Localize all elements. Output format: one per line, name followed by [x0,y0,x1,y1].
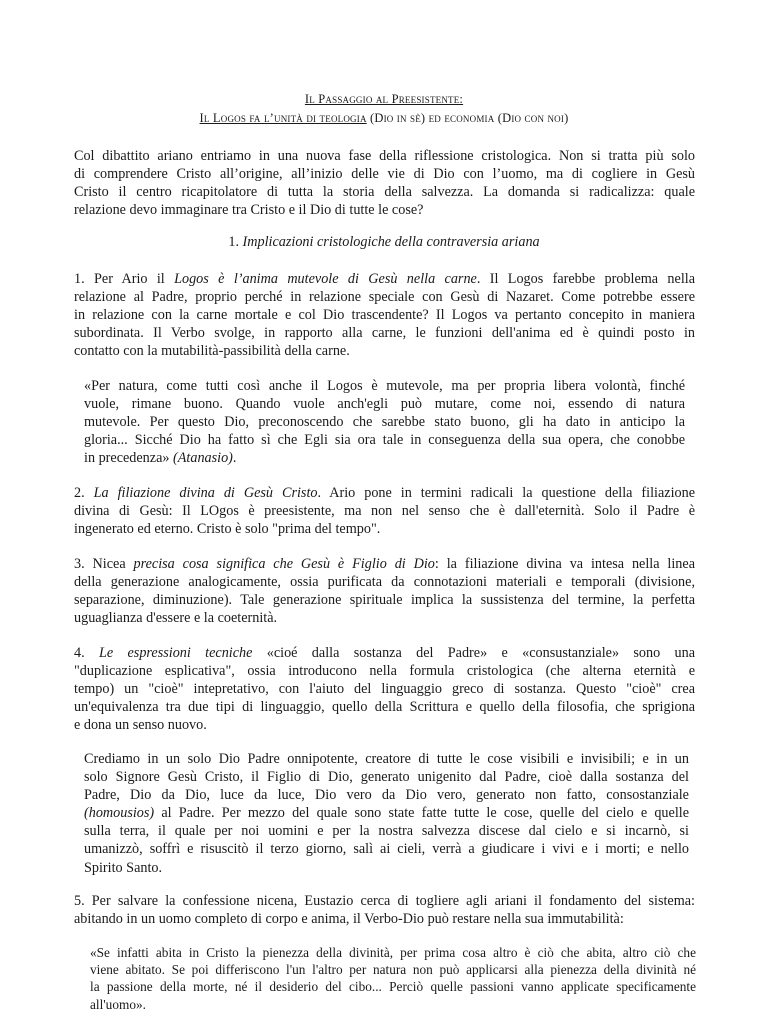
q1-end: . [232,450,237,467]
p1-line: subordinata. Il Verbo svolge, in rapporto alla carne, le funzioni dell'anima ed è quindi posto in [74,325,695,342]
p4-emphasis: Le espressioni tecniche [98,645,253,661]
p1-first-line [74,270,695,288]
p4-number: 4. [74,645,99,661]
p1-line: contatto con la mutabilità-passibilità della carne. [74,343,350,360]
intro-line: Col dibattito ariano entriamo in una nuova fase della riflessione cristologica. Non si tratta più solo [74,148,695,164]
p3-number: 3. Nicea [74,556,134,572]
q2-line: solo Signore Gesù Cristo, il Figlio di Dio, generato unigenito dal Padre, cioè dalla sostanza del [84,769,689,786]
p2-emphasis: La filiazione divina di Gesù Cristo [93,485,318,501]
p4-line: tempo) un "cioè" intepretativo, con l'aiuto del linguaggio greco di sostanza. Questo "cioè" crea [74,681,695,698]
p1-emphasis: Logos è l’anima mutevole di Gesù nella carne [174,271,477,287]
q1-line: in precedenza» [84,450,174,467]
q3-line: la passione della morte, né il desiderio del cibo... Perciò quelle passioni vanno applicate specificamente [90,979,696,995]
q2-line: sulla terra, il quale per noi uomini e per la nostra salvezza discese dal cielo e si incarnò, si [84,823,689,840]
quote-nicene-creed [84,750,689,877]
p3-first-line [74,555,695,573]
subtitle-rest: (Dio in sè) ed economia (Dio con noi) [366,111,569,125]
paragraph-3 [74,555,695,627]
p2-rest: . Ario pone in termini radicali la questione della filiazione [317,485,695,501]
paragraph-1 [74,270,695,360]
p4-line: "duplicazione esplicativa", ossia introducono nella formula cristologica (che alterna eternità e [74,663,695,680]
q3-line: «Se infatti abita in Cristo la pienezza della divinità, per prima cosa altro è ciò che abita, altro ciò che [90,945,696,960]
p3-line: della generazione analogicamente, ossia purificata da connotazioni materiali e temporali (divisione, [74,574,695,591]
p2-line: ingenerato ed eterno. Cristo è solo "prima del tempo". [74,521,381,538]
document-subtitle [0,111,768,126]
p5-line: abitando in un uomo completo di corpo e anima, il Verbo-Dio può restare nella sua immutabilità: [74,911,624,928]
p1-line: in relazione con la carne mortale e col Dio trascendente? Il Logos va pertanto concepito in maniera [74,307,695,324]
quote-eustazio [90,944,696,1013]
q2-rest: al Padre. Per mezzo del quale sono state fatte tutte le cose, quelle del cielo e quelle [154,805,689,822]
q2-line: Padre, Dio da Dio, luce da luce, Dio vero da Dio vero, generato non fatto, consostanziale [84,787,689,804]
paragraph-5 [74,892,695,928]
p4-first-line [74,644,695,662]
q2-line: umanizzò, soffrì e risuscitò il terzo giorno, salì ai cieli, verrà a giudicare i vivi e i morti; e nello [84,841,689,858]
q3-line: viene abitato. Se poi differiscono l'un l'altro per natura non può applicarsi alla pienezza della divinità né [90,962,696,978]
q2-homousios-line [84,804,689,822]
q1-line: gloria... Sicché Dio ha fatto sì che Egli sia ora tale in conseguenza della sua opera, che conobbe [84,432,685,449]
document-title: Il Passaggio al Preesistente: [304,92,464,106]
section-title: Implicazioni cristologiche della contraversia ariana [242,234,540,250]
p2-line: divina di Gesù: Il LOgos è preesistente, ma non nel senso che è dall'eternità. Solo il Padre è [74,503,695,520]
intro-line: Cristo il centro ricapitolatore di tutta la storia della salvezza. La domanda si radicalizza: quale [74,184,695,201]
intro-line: relazione devo immaginare tra Cristo e il Dio di tutte le cose? [74,202,424,219]
q1-last-line [84,449,685,467]
p4-line: un'equivalenza tra due tipi di linguaggio, quello della Scrittura e quello della filosofia, che sprigiona [74,699,695,716]
q3-line: all'uomo». [90,996,146,1012]
intro-line: di comprendere Cristo all’origine, all’inizio delle vie di Dio con l’uomo, ma di cogliere in Gesù [74,166,695,183]
p3-rest: : la filiazione divina va intesa nella linea [434,556,695,572]
intro-paragraph [74,147,695,219]
q1-line: mutevole. Per questo Dio, preconoscendo che sarebbe stato buono, gli ha dato in anticipo la [84,414,685,431]
q1-line: «Per natura, come tutti così anche il Logos è mutevole, ma per propria libera volontà, finché [84,378,685,394]
p1-rest: . Il Logos farebbe problema nella [476,271,696,287]
paragraph-2 [74,484,695,538]
q2-line: Spirito Santo. [84,859,163,876]
paragraph-4 [74,644,695,734]
section-heading [0,234,768,251]
q1-line: vuole, rimane buono. Quando vuole anch'egli può mutare, come noi, essendo di natura [84,396,685,413]
p2-number: 2. [74,485,94,501]
subtitle-underlined: Il Logos fa l’unità di teologia [199,111,367,125]
p2-first-line [74,484,695,502]
p3-line: uguaglianza d'essere e la coeternità. [74,610,278,627]
section-number: 1. [228,234,243,250]
p1-line: relazione al Padre, proprio perché in relazione speciale con Gesù di Nazaret. Come potrebbe essere [74,289,695,306]
p1-number: 1. Per Ario il [74,271,175,287]
q2-emphasis: (homousios) [84,805,155,822]
quote-atanasio [84,377,685,467]
p4-rest: «cioé dalla sostanza del Padre» e «consustanziale» sono una [252,645,696,661]
p3-emphasis: precisa cosa significa che Gesù è Figlio di Dio [133,556,435,572]
p5-line: 5. Per salvare la confessione nicena, Eustazio cerca di togliere agli ariani il fondamento del sistema: [74,893,695,909]
p3-line: separazione, diminuzione). Tale generazione spirituale implica la sussistenza del termine, la perfetta [74,592,695,609]
p4-line: e dona un senso nuovo. [74,717,207,734]
q2-line: Crediamo in un solo Dio Padre onnipotente, creatore di tutte le cose visibili e invisibili; e in un [84,751,689,767]
q1-source: (Atanasio) [173,450,233,467]
